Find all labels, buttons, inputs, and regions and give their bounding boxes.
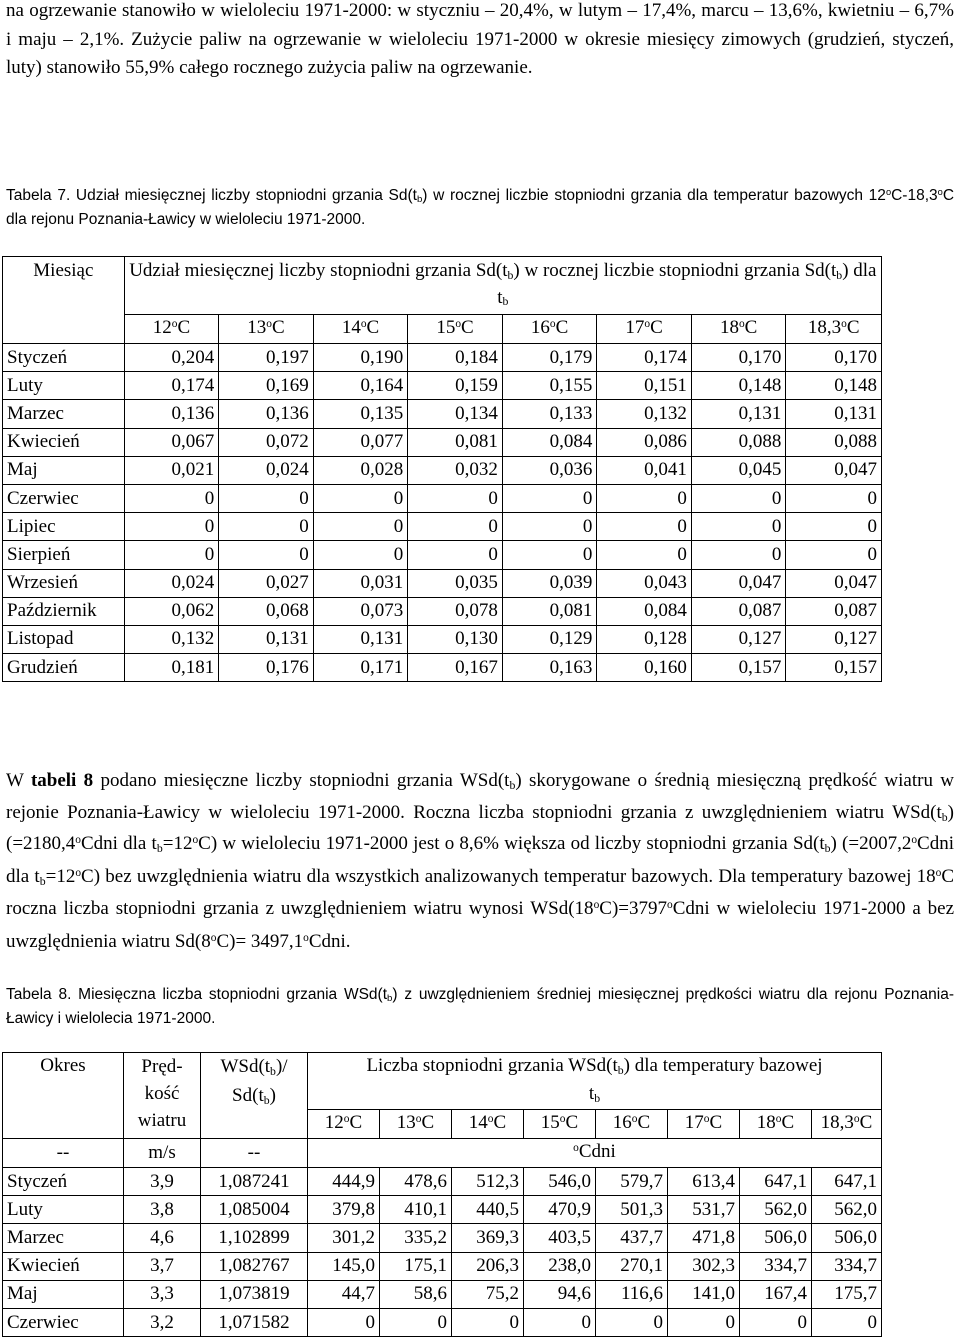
value-cell: 0,167 [408, 654, 503, 682]
table8-units-speed: m/s [124, 1139, 201, 1168]
value-cell: 0,157 [691, 654, 786, 682]
value-cell: 0 [452, 1308, 524, 1336]
value-cell: 0 [597, 513, 692, 541]
value-cell: 145,0 [308, 1252, 380, 1280]
speed-cell: 3,2 [124, 1308, 201, 1336]
table8-main-header: Liczba stopniodni grzania $WSd(t_b)$ dla temperatury bazowej [308, 1053, 882, 1082]
value-cell: 238,0 [524, 1252, 596, 1280]
value-cell: 141,0 [668, 1280, 740, 1308]
value-cell: 0 [691, 541, 786, 569]
value-cell: 0,136 [219, 400, 314, 428]
value-cell: 0 [502, 541, 597, 569]
value-cell: 531,7 [668, 1196, 740, 1224]
value-cell: 0,024 [124, 569, 219, 597]
value-cell: 0,039 [502, 569, 597, 597]
value-cell: 0 [313, 513, 408, 541]
value-cell: 0,148 [691, 372, 786, 400]
table-row [3, 1168, 882, 1196]
table8-main-header-tb: $t_b$ [308, 1081, 882, 1110]
value-cell: 167,4 [740, 1280, 812, 1308]
value-cell: 0,131 [691, 400, 786, 428]
value-cell: 0,081 [502, 597, 597, 625]
table8 [2, 1052, 882, 1337]
value-cell: 0 [408, 484, 503, 512]
table-row [3, 513, 882, 541]
value-cell: 0,047 [786, 456, 882, 484]
table-row [3, 456, 882, 484]
value-cell: 0 [597, 541, 692, 569]
value-cell: 0,024 [219, 456, 314, 484]
value-cell: 410,1 [380, 1196, 452, 1224]
value-cell: 0,132 [124, 625, 219, 653]
value-cell: 0,028 [313, 456, 408, 484]
table7-temp-header: 16$^o$C [502, 315, 597, 344]
value-cell: 0,169 [219, 372, 314, 400]
ratio-cell: 1,087241 [201, 1168, 308, 1196]
value-cell: 562,0 [812, 1196, 882, 1224]
speed-cell: 4,6 [124, 1224, 201, 1252]
value-cell: 0,078 [408, 597, 503, 625]
value-cell: 0,084 [502, 428, 597, 456]
value-cell: 0,160 [597, 654, 692, 682]
value-cell: 0,155 [502, 372, 597, 400]
month-cell: Luty [3, 372, 125, 400]
table7-caption: Tabela 7. Udział miesięcznej liczby stopniodni grzania $Sd(t_b)$ w rocznej liczbie stopniodni grzania dla temperatur bazowych 12$^o$C-18,3$^o$C dla rejonu Poznania-Ławicy w wieloleciu 1971-2000. [6, 186, 955, 228]
value-cell: 0 [668, 1308, 740, 1336]
value-cell: 0,164 [313, 372, 408, 400]
value-cell: 0 [786, 484, 882, 512]
ratio-cell: 1,102899 [201, 1224, 308, 1252]
value-cell: 0 [219, 513, 314, 541]
table8-units-value: $^o$Cdni [308, 1139, 882, 1168]
value-cell: 0,157 [786, 654, 882, 682]
month-cell: Maj [3, 1280, 124, 1308]
value-cell: 0,171 [313, 654, 408, 682]
value-cell: 58,6 [380, 1280, 452, 1308]
value-cell: 0,148 [786, 372, 882, 400]
table7-temp-header: 18$^o$C [691, 315, 786, 344]
value-cell: 478,6 [380, 1168, 452, 1196]
ratio-cell: 1,085004 [201, 1196, 308, 1224]
table7-temp-header: 14$^o$C [313, 315, 408, 344]
value-cell: 0,174 [597, 344, 692, 372]
table-row [3, 625, 882, 653]
value-cell: 0 [313, 541, 408, 569]
table7-temp-header: 17$^o$C [597, 315, 692, 344]
value-cell: 0,131 [313, 625, 408, 653]
table7-temp-header: 12$^o$C [124, 315, 219, 344]
table8-units-period: -- [3, 1139, 124, 1168]
table-row [3, 428, 882, 456]
value-cell: 0,190 [313, 344, 408, 372]
value-cell: 0,174 [124, 372, 219, 400]
value-cell: 0,204 [124, 344, 219, 372]
speed-cell: 3,7 [124, 1252, 201, 1280]
value-cell: 0 [524, 1308, 596, 1336]
value-cell: 0,047 [786, 569, 882, 597]
value-cell: 0,072 [219, 428, 314, 456]
table8-intro-paragraph: W tabeli 8 podano miesięczne liczby stopniodni grzania $WSd(t_b)$ skorygowane o średnią miesięczną prędkość wiatru w rejonie Poznania-Ławicy w wieloleciu 1971-2000. Roczna liczba stopniodni grzania z uwzględnieniem wiatru $WSd(t_b)$ ($=2180,4^oCdni$ dla $t_b=12^oC$) w wieloleciu 1971-2000 jest o 8,6% większa od liczby stopniodni grzania $Sd(t_b)$ ($=2007,2^oCdni$ dla $t_b=12^oC$) bez uwzględnienia wiatru dla wszystkich analizowanych temperatur bazowych. Dla temperatury bazowej 18$^o$C roczna liczba stopniodni grzania z uwzględnieniem wiatru wynosi $WSd(18^oC)=3797^oCdni$ w wieloleciu 1971-2000 a bez uwzględnienia wiatru $Sd(8^oC)=$ $3497,1^oCdni$. [6, 770, 955, 952]
table-row [3, 372, 882, 400]
value-cell: 0,088 [786, 428, 882, 456]
table7-main-header: Udział miesięcznej liczby stopniodni grzania $Sd(t_b)$ w rocznej liczbie stopniodni grzania $Sd(t_b)$ dla $t_b$ [124, 257, 881, 315]
table-row [3, 654, 882, 682]
value-cell: 0,159 [408, 372, 503, 400]
speed-cell: 3,3 [124, 1280, 201, 1308]
value-cell: 471,8 [668, 1224, 740, 1252]
value-cell: 94,6 [524, 1280, 596, 1308]
month-cell: Grudzień [3, 654, 125, 682]
value-cell: 75,2 [452, 1280, 524, 1308]
value-cell: 0 [313, 484, 408, 512]
value-cell: 0,062 [124, 597, 219, 625]
value-cell: 0 [691, 513, 786, 541]
value-cell: 44,7 [308, 1280, 380, 1308]
value-cell: 0 [308, 1308, 380, 1336]
table8-speed-header: Pręd- kość wiatru [124, 1053, 201, 1139]
table8-temp-header: 18,3$^o$C [812, 1110, 882, 1139]
table7 [2, 256, 882, 682]
value-cell: 0,136 [124, 400, 219, 428]
month-cell: Marzec [3, 1224, 124, 1252]
month-cell: Kwiecień [3, 428, 125, 456]
table8-temp-header: 13$^o$C [380, 1110, 452, 1139]
intro-paragraph: na ogrzewanie stanowiło w wieloleciu 1971-2000: w styczniu – 20,4%, w lutym – 17,4%, marcu – 13,6%, kwietniu – 6,7% i maju – 2,1%. Zużycie paliw na ogrzewanie w wieloleciu 1971-2000 w okresie miesięcy zimowych (grudzień, styczeń, luty) stanowiło 55,9% całego rocznego zużycia paliw na ogrzewanie. [6, 0, 954, 78]
table-row [3, 484, 882, 512]
value-cell: 0 [408, 541, 503, 569]
value-cell: 437,7 [596, 1224, 668, 1252]
table8-temp-header: 12$^o$C [308, 1110, 380, 1139]
month-cell: Kwiecień [3, 1252, 124, 1280]
value-cell: 301,2 [308, 1224, 380, 1252]
value-cell: 0,127 [691, 625, 786, 653]
value-cell: 175,7 [812, 1280, 882, 1308]
month-cell: Czerwiec [3, 484, 125, 512]
value-cell: 0,045 [691, 456, 786, 484]
value-cell: 116,6 [596, 1280, 668, 1308]
value-cell: 0,181 [124, 654, 219, 682]
value-cell: 0,043 [597, 569, 692, 597]
month-cell: Wrzesień [3, 569, 125, 597]
table8-temp-header: 16$^o$C [596, 1110, 668, 1139]
value-cell: 0 [786, 513, 882, 541]
value-cell: 647,1 [812, 1168, 882, 1196]
value-cell: 0,176 [219, 654, 314, 682]
value-cell: 579,7 [596, 1168, 668, 1196]
value-cell: 0,133 [502, 400, 597, 428]
ratio-cell: 1,073819 [201, 1280, 308, 1308]
month-cell: Styczeń [3, 1168, 124, 1196]
value-cell: 506,0 [740, 1224, 812, 1252]
value-cell: 334,7 [740, 1252, 812, 1280]
table-row [3, 1224, 882, 1252]
table7-month-header: Miesiąc [3, 257, 125, 344]
value-cell: 0 [740, 1308, 812, 1336]
value-cell: 0,135 [313, 400, 408, 428]
value-cell: 0,032 [408, 456, 503, 484]
value-cell: 0,127 [786, 625, 882, 653]
value-cell: 0,036 [502, 456, 597, 484]
table-row [3, 1280, 882, 1308]
value-cell: 0 [219, 541, 314, 569]
value-cell: 0,088 [691, 428, 786, 456]
value-cell: 0 [597, 484, 692, 512]
value-cell: 470,9 [524, 1196, 596, 1224]
value-cell: 335,2 [380, 1224, 452, 1252]
value-cell: 0,067 [124, 428, 219, 456]
value-cell: 0,086 [597, 428, 692, 456]
table-row [3, 1196, 882, 1224]
value-cell: 0,170 [691, 344, 786, 372]
value-cell: 647,1 [740, 1168, 812, 1196]
value-cell: 206,3 [452, 1252, 524, 1280]
value-cell: 0 [691, 484, 786, 512]
value-cell: 0 [596, 1308, 668, 1336]
value-cell: 175,1 [380, 1252, 452, 1280]
month-cell: Czerwiec [3, 1308, 124, 1336]
value-cell: 0 [380, 1308, 452, 1336]
value-cell: 0,068 [219, 597, 314, 625]
value-cell: 0,197 [219, 344, 314, 372]
value-cell: 270,1 [596, 1252, 668, 1280]
month-cell: Listopad [3, 625, 125, 653]
value-cell: 512,3 [452, 1168, 524, 1196]
table8-units-ratio: -- [201, 1139, 308, 1168]
value-cell: 0,087 [691, 597, 786, 625]
table7-temp-header: 15$^o$C [408, 315, 503, 344]
table8-caption: Tabela 8. Miesięczna liczba stopniodni grzania $WSd(t_b)$ z uwzględnieniem średniej miesięcznej prędkości wiatru dla rejonu Poznania-Ławicy i wielolecia 1971-2000. [6, 986, 954, 1027]
table8-temp-header: 15$^o$C [524, 1110, 596, 1139]
table-row [3, 400, 882, 428]
value-cell: 0,077 [313, 428, 408, 456]
table-row [3, 597, 882, 625]
value-cell: 0 [124, 484, 219, 512]
month-cell: Luty [3, 1196, 124, 1224]
table7-temp-header: 18,3$^o$C [786, 315, 882, 344]
value-cell: 0 [812, 1308, 882, 1336]
value-cell: 0,131 [219, 625, 314, 653]
value-cell: 369,3 [452, 1224, 524, 1252]
value-cell: 501,3 [596, 1196, 668, 1224]
value-cell: 379,8 [308, 1196, 380, 1224]
value-cell: 0,027 [219, 569, 314, 597]
table-row [3, 1252, 882, 1280]
value-cell: 0,151 [597, 372, 692, 400]
value-cell: 302,3 [668, 1252, 740, 1280]
value-cell: 0,129 [502, 625, 597, 653]
value-cell: 0 [124, 541, 219, 569]
value-cell: 0,031 [313, 569, 408, 597]
value-cell: 0,163 [502, 654, 597, 682]
speed-cell: 3,8 [124, 1196, 201, 1224]
table-row [3, 541, 882, 569]
table8-ratio-header: $WSd(t_b)/$ $Sd(t_b)$ [201, 1053, 308, 1139]
ratio-cell: 1,082767 [201, 1252, 308, 1280]
value-cell: 0,134 [408, 400, 503, 428]
value-cell: 444,9 [308, 1168, 380, 1196]
value-cell: 0,132 [597, 400, 692, 428]
value-cell: 334,7 [812, 1252, 882, 1280]
value-cell: 0 [124, 513, 219, 541]
value-cell: 0,081 [408, 428, 503, 456]
value-cell: 506,0 [812, 1224, 882, 1252]
month-cell: Październik [3, 597, 125, 625]
value-cell: 0 [502, 513, 597, 541]
table-row [3, 344, 882, 372]
value-cell: 546,0 [524, 1168, 596, 1196]
value-cell: 0,047 [691, 569, 786, 597]
value-cell: 0,184 [408, 344, 503, 372]
value-cell: 613,4 [668, 1168, 740, 1196]
table8-temp-header: 14$^o$C [452, 1110, 524, 1139]
value-cell: 0,021 [124, 456, 219, 484]
value-cell: 0 [502, 484, 597, 512]
table8-temp-header: 17$^o$C [668, 1110, 740, 1139]
speed-cell: 3,9 [124, 1168, 201, 1196]
table8-temp-header: 18$^o$C [740, 1110, 812, 1139]
table-row [3, 569, 882, 597]
month-cell: Marzec [3, 400, 125, 428]
value-cell: 0,041 [597, 456, 692, 484]
value-cell: 0,035 [408, 569, 503, 597]
value-cell: 0 [408, 513, 503, 541]
value-cell: 0,128 [597, 625, 692, 653]
value-cell: 0,073 [313, 597, 408, 625]
value-cell: 0,084 [597, 597, 692, 625]
table-row [3, 1308, 882, 1336]
value-cell: 0,130 [408, 625, 503, 653]
month-cell: Sierpień [3, 541, 125, 569]
month-cell: Lipiec [3, 513, 125, 541]
value-cell: 0,131 [786, 400, 882, 428]
value-cell: 0 [786, 541, 882, 569]
value-cell: 440,5 [452, 1196, 524, 1224]
value-cell: 403,5 [524, 1224, 596, 1252]
value-cell: 0 [219, 484, 314, 512]
value-cell: 0,170 [786, 344, 882, 372]
value-cell: 562,0 [740, 1196, 812, 1224]
table8-period-header: Okres [3, 1053, 124, 1139]
table7-temp-header: 13$^o$C [219, 315, 314, 344]
value-cell: 0,179 [502, 344, 597, 372]
month-cell: Styczeń [3, 344, 125, 372]
ratio-cell: 1,071582 [201, 1308, 308, 1336]
month-cell: Maj [3, 456, 125, 484]
value-cell: 0,087 [786, 597, 882, 625]
